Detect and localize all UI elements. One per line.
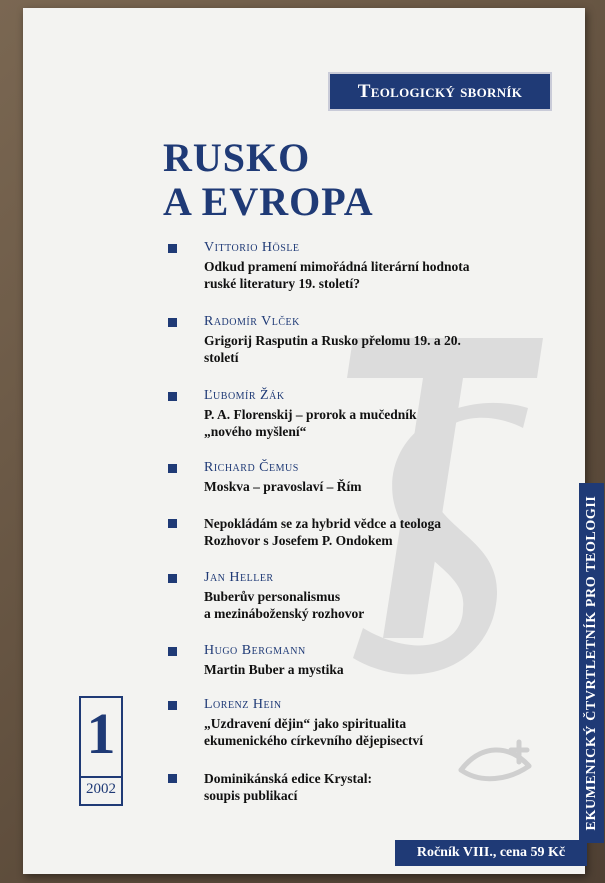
article-title-line: soupis publikací [204, 788, 298, 803]
article-author: Radomír Vlček [204, 314, 300, 329]
bullet-square-icon [168, 574, 177, 583]
issue-box [79, 696, 123, 806]
bullet-square-icon [168, 701, 177, 710]
article-title-line: Moskva – pravoslaví – Řím [204, 479, 362, 494]
vertical-subtitle: EKUMENICKÝ ČTVRTLETNÍK PRO TEOLOGII [584, 495, 599, 831]
article-title-line: století [204, 350, 239, 365]
article-title-line: Buberův personalismus [204, 589, 341, 604]
article-title-line: a mezináboženský rozhovor [204, 606, 365, 621]
fish-cross-icon [455, 736, 539, 784]
article-title-line: ekumenického církevního dějepisectví [204, 733, 423, 748]
article-title-line: Nepokládám se za hybrid vědce a teologa [204, 516, 441, 531]
volume-price: Ročník VIII., cena 59 Kč [395, 840, 587, 866]
article-author: Lorenz Hein [204, 697, 282, 712]
series-label: Teologický sborník [328, 72, 552, 111]
issue-year: 2002 [81, 776, 121, 798]
title-line-2: A EVROPA [163, 179, 374, 224]
article-title-line: „nového myšlení“ [204, 424, 307, 439]
article-author: Vittorio Hösle [204, 240, 300, 255]
article-author: Richard Čemus [204, 460, 299, 475]
bullet-square-icon [168, 774, 177, 783]
issue-number: 1 [86, 701, 116, 766]
article-title-line: Grigorij Rasputin a Rusko přelomu 19. a 20. [204, 333, 461, 348]
article-title-line: „Uzdravení dějin“ jako spiritualita [204, 716, 407, 731]
article-author: Ľubomír Žák [204, 388, 285, 403]
title-line-1: RUSKO [163, 135, 311, 180]
article-title-line: ruské literatury 19. století? [204, 276, 360, 291]
article-author: Jan Heller [204, 570, 274, 585]
article-title-line: Martin Buber a mystika [204, 662, 344, 677]
bullet-square-icon [168, 392, 177, 401]
bullet-square-icon [168, 318, 177, 327]
article-author: Hugo Bergmann [204, 643, 306, 658]
bullet-square-icon [168, 519, 177, 528]
journal-cover [23, 8, 599, 874]
bullet-square-icon [168, 244, 177, 253]
article-title-line: Odkud pramení mimořádná literární hodnota [204, 259, 470, 274]
article-title-line: Rozhovor s Josefem P. Ondokem [204, 533, 393, 548]
article-title-line: Dominikánská edice Krystal: [204, 771, 373, 786]
bullet-square-icon [168, 464, 177, 473]
vertical-subtitle-strip [579, 483, 604, 843]
article-title-line: P. A. Florenskij – prorok a mučedník [204, 407, 417, 422]
cover-title [163, 136, 374, 224]
bullet-square-icon [168, 647, 177, 656]
